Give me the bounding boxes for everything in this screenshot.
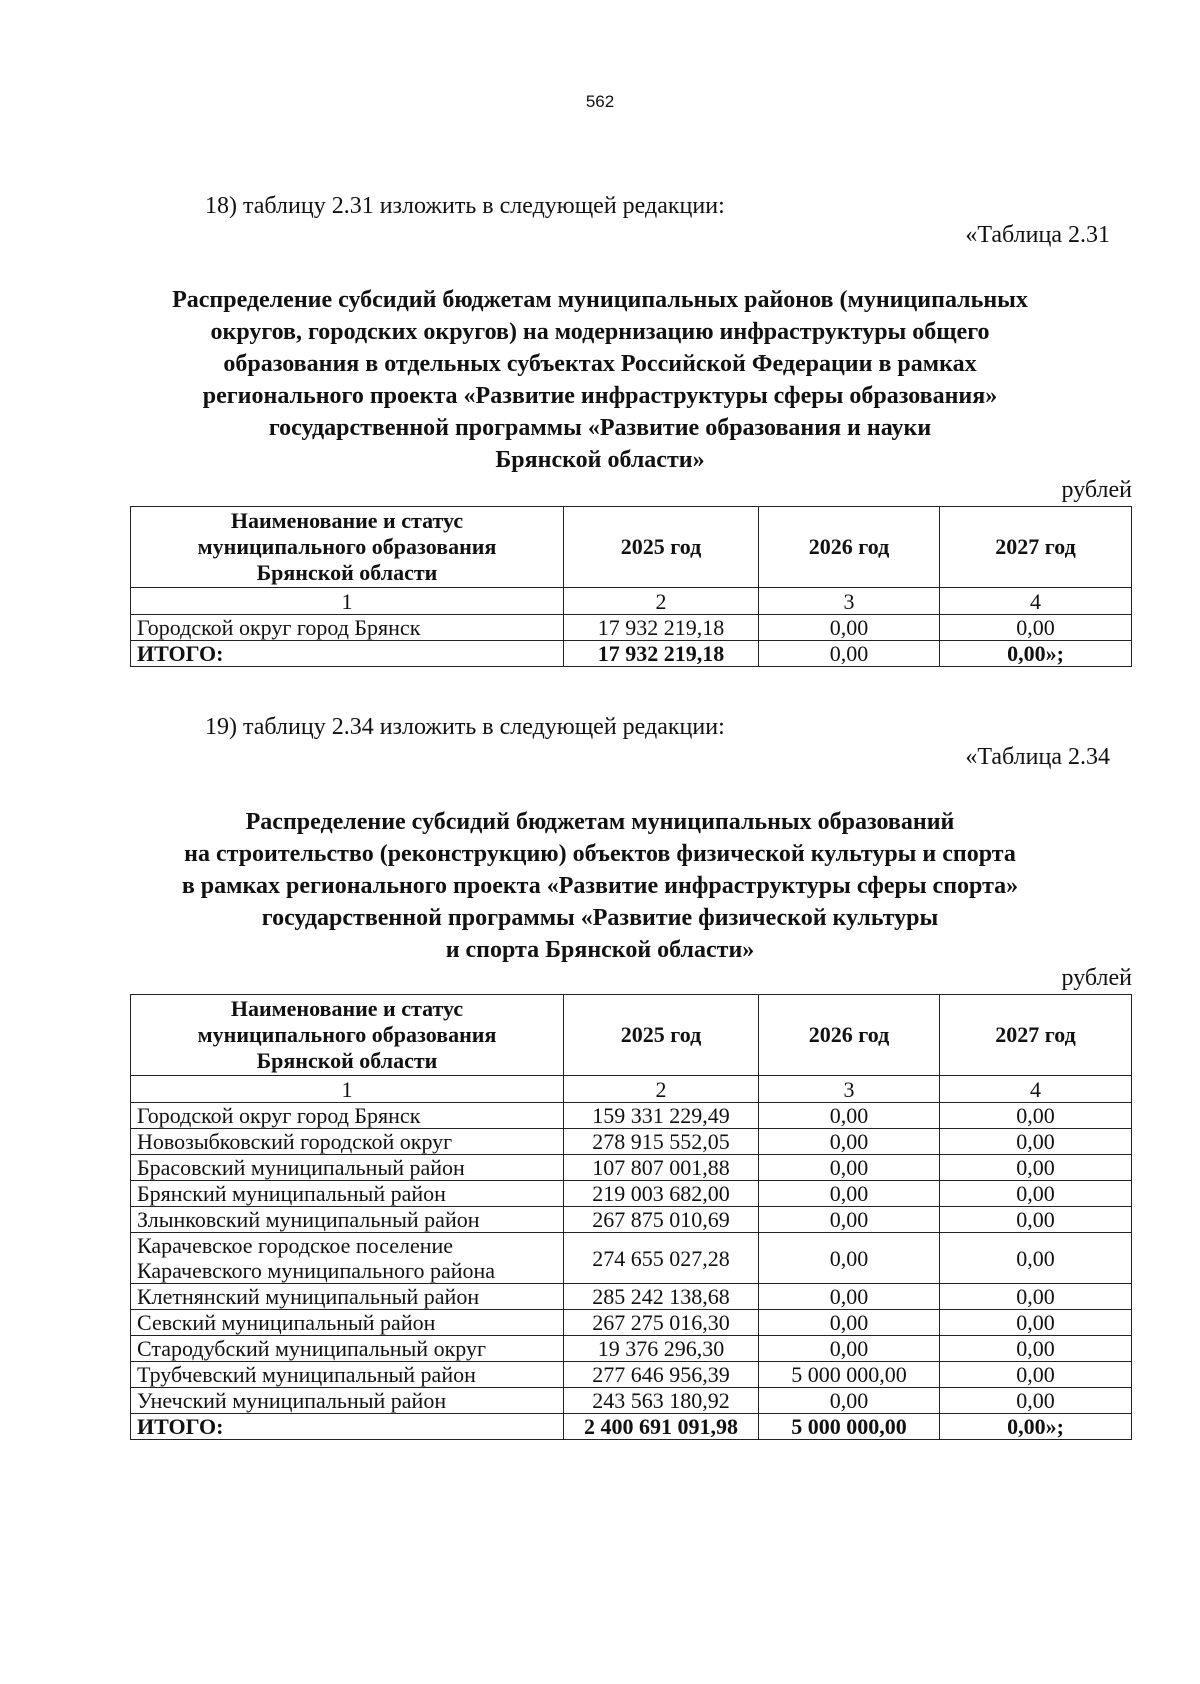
row-name: Унечский муниципальный район [131,1388,564,1414]
title-line: регионального проекта «Развитие инфраструктуры сферы образования» [202,383,998,409]
title-line: государственной программы «Развитие образования и науки [268,415,932,441]
row-2025: 17 932 219,18 [564,615,759,641]
row-2026: 0,00 [759,1336,940,1362]
table-2-31 [130,506,1132,667]
title-line: Распределение субсидий бюджетам муниципальных районов (муниципальных [172,287,1028,313]
row-2026: 5 000 000,00 [759,1362,940,1388]
row-2027: 0,00 [940,1233,1132,1284]
col-number: 2 [564,588,759,615]
table-row [131,615,1132,641]
title-line: в рамках регионального проекта «Развитие инфраструктуры сферы спорта» [181,873,1019,899]
col-number: 3 [759,1076,940,1103]
row-2026: 0,00 [759,1233,940,1284]
row-name [131,1233,564,1284]
header-2027: 2027 год [940,995,1132,1076]
title-line: округов, городских округов) на модернизацию инфраструктуры общего [210,319,990,345]
unit-label: рублей [1061,965,1132,991]
row-name: Трубчевский муниципальный район [131,1362,564,1388]
row-2027: 0,00 [940,1284,1132,1310]
row-2025: 219 003 682,00 [564,1181,759,1207]
header-line: муниципального образования [197,1022,497,1047]
row-2027: 0,00 [940,1207,1132,1233]
row-name: Севский муниципальный район [131,1310,564,1336]
col-number: 1 [131,588,564,615]
table-row [131,1362,1132,1388]
total-2025: 17 932 219,18 [564,641,759,667]
table-row [131,1155,1132,1181]
table-header-row [131,995,1132,1076]
row-2025: 277 646 956,39 [564,1362,759,1388]
total-2027: 0,00»; [940,641,1132,667]
row-2026: 0,00 [759,1388,940,1414]
row-2027: 0,00 [940,1129,1132,1155]
row-2027: 0,00 [940,1388,1132,1414]
header-2027: 2027 год [940,507,1132,588]
table-row [131,1233,1132,1284]
header-2026: 2026 год [759,995,940,1076]
total-2027: 0,00»; [940,1414,1132,1440]
row-2025: 243 563 180,92 [564,1388,759,1414]
instruction-19: 19) таблицу 2.34 изложить в следующей редакции: [205,714,725,740]
table-header-row [131,507,1132,588]
table-row [131,1207,1132,1233]
total-2025: 2 400 691 091,98 [564,1414,759,1440]
row-name: Стародубский муниципальный округ [131,1336,564,1362]
header-line: Брянской области [256,560,438,585]
table-row [131,1388,1132,1414]
row-2027: 0,00 [940,1310,1132,1336]
row-2025: 274 655 027,28 [564,1233,759,1284]
row-2026: 0,00 [759,1129,940,1155]
row-2026: 0,00 [759,615,940,641]
row-name-line: Карачевского муниципального района [137,1258,496,1283]
row-name: Брянский муниципальный район [131,1181,564,1207]
row-2027: 0,00 [940,1336,1132,1362]
row-2027: 0,00 [940,1362,1132,1388]
total-2026: 5 000 000,00 [759,1414,940,1440]
col-number: 2 [564,1076,759,1103]
row-name: Клетнянский муниципальный район [131,1284,564,1310]
row-2026: 0,00 [759,1103,940,1129]
table-2-31-title [0,284,1200,476]
table-2-34-title [0,806,1200,966]
table-row [131,1103,1132,1129]
table-label-2-34: «Таблица 2.34 [965,744,1110,770]
total-2026: 0,00 [759,641,940,667]
header-2026: 2026 год [759,507,940,588]
total-row [131,1414,1132,1440]
title-line: государственной программы «Развитие физической культуры [261,905,939,931]
row-2025: 159 331 229,49 [564,1103,759,1129]
column-number-row [131,588,1132,615]
row-2027: 0,00 [940,1103,1132,1129]
header-2025: 2025 год [564,995,759,1076]
total-label: ИТОГО: [131,1414,564,1440]
col-number: 1 [131,1076,564,1103]
title-line: образования в отдельных субъектах Российской Федерации в рамках [223,351,977,377]
page-number: 562 [585,92,615,111]
table-row [131,1310,1132,1336]
row-2025: 267 275 016,30 [564,1310,759,1336]
row-name: Новозыбковский городской округ [131,1129,564,1155]
row-2025: 267 875 010,69 [564,1207,759,1233]
total-label: ИТОГО: [131,641,564,667]
table-2-34 [130,994,1132,1440]
row-name-line: Карачевское городское поселение [137,1233,454,1258]
header-2025: 2025 год [564,507,759,588]
header-name [131,995,564,1076]
title-line: Распределение субсидий бюджетам муниципальных образований [245,809,955,835]
table-row [131,1336,1132,1362]
table-row [131,1129,1132,1155]
title-line: Брянской области» [495,447,705,473]
row-2026: 0,00 [759,1310,940,1336]
row-name: Городской округ город Брянск [131,615,564,641]
row-2027: 0,00 [940,1181,1132,1207]
header-line: муниципального образования [197,534,497,559]
col-number: 3 [759,588,940,615]
title-line: и спорта Брянской области» [445,937,755,963]
row-2025: 19 376 296,30 [564,1336,759,1362]
row-2025: 285 242 138,68 [564,1284,759,1310]
table-label-2-31: «Таблица 2.31 [965,222,1110,248]
header-line: Брянской области [256,1048,438,1073]
row-2027: 0,00 [940,615,1132,641]
row-2025: 107 807 001,88 [564,1155,759,1181]
total-row [131,641,1132,667]
row-name: Брасовский муниципальный район [131,1155,564,1181]
row-2026: 0,00 [759,1181,940,1207]
table-row [131,1284,1132,1310]
table-row [131,1181,1132,1207]
row-2026: 0,00 [759,1207,940,1233]
column-number-row [131,1076,1132,1103]
title-line: на строительство (реконструкцию) объектов физической культуры и спорта [184,841,1016,867]
instruction-18: 18) таблицу 2.31 изложить в следующей редакции: [205,193,725,219]
row-2026: 0,00 [759,1155,940,1181]
row-name: Злынковский муниципальный район [131,1207,564,1233]
row-name: Городской округ город Брянск [131,1103,564,1129]
row-2027: 0,00 [940,1155,1132,1181]
header-line: Наименование и статус [230,508,464,533]
row-2026: 0,00 [759,1284,940,1310]
col-number: 4 [940,1076,1132,1103]
row-2025: 278 915 552,05 [564,1129,759,1155]
header-line: Наименование и статус [230,996,464,1021]
unit-label: рублей [1061,477,1132,503]
header-name [131,507,564,588]
col-number: 4 [940,588,1132,615]
